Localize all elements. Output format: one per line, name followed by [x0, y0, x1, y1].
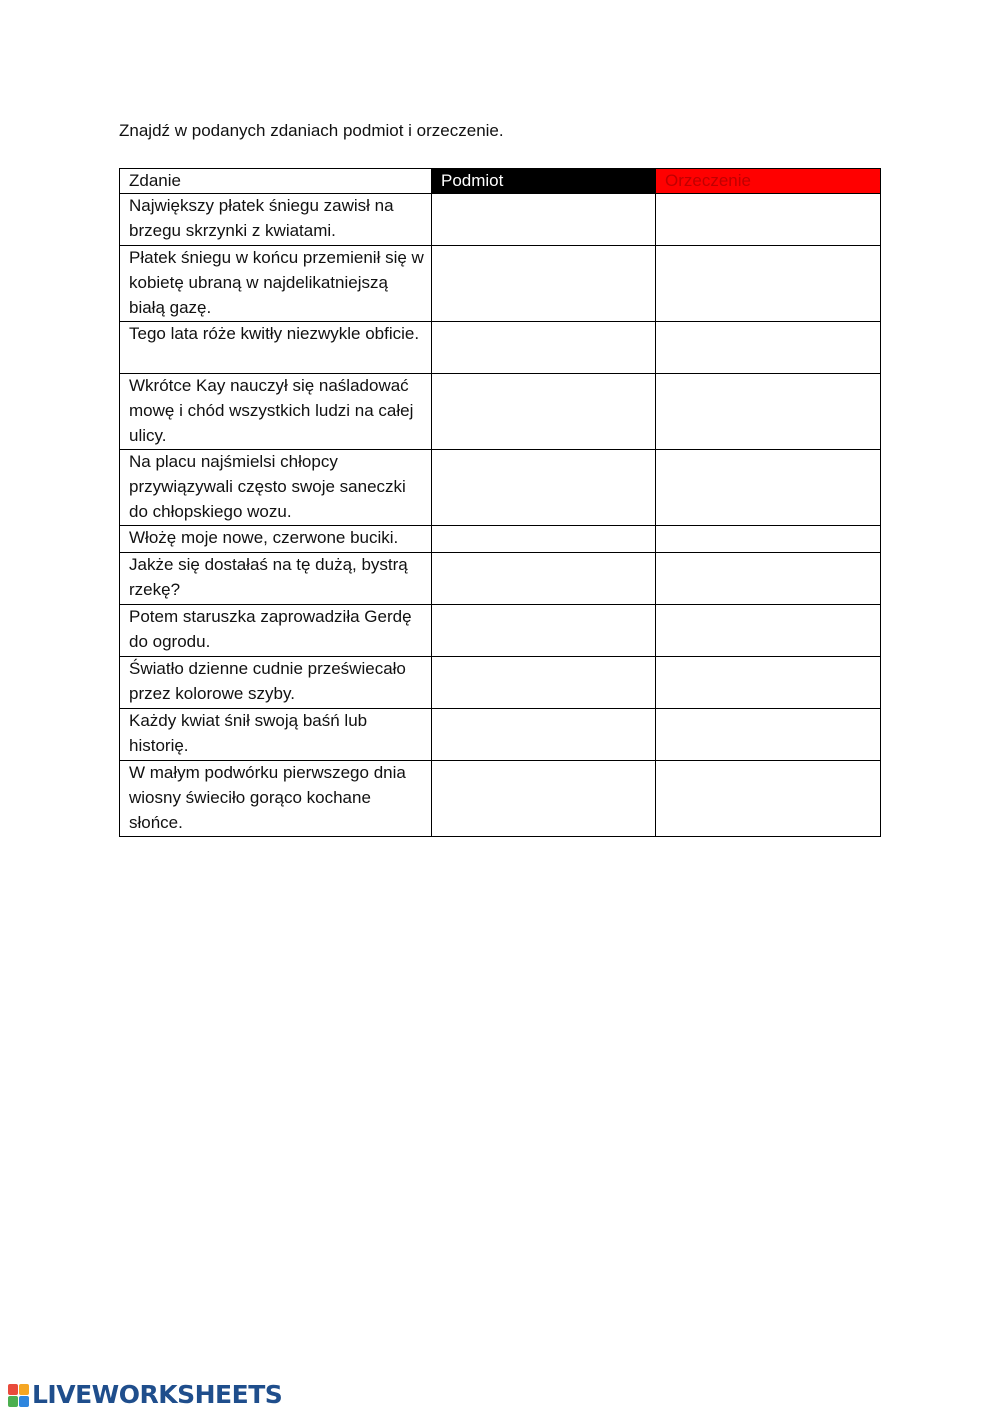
sentence-cell: Na placu najśmielsi chłopcy przywiązywali często swoje saneczki do chłopskiego wozu. [120, 450, 432, 526]
orzeczenie-answer-cell[interactable] [656, 657, 881, 709]
sentence-cell: Światło dzienne cudnie przeświecało przez kolorowe szyby. [120, 657, 432, 709]
table-row [120, 526, 881, 553]
header-zdanie: Zdanie [120, 169, 432, 194]
table-row [120, 450, 881, 526]
podmiot-answer-cell[interactable] [432, 374, 656, 450]
liveworksheets-logo-icon [8, 1384, 29, 1407]
orzeczenie-answer-cell[interactable] [656, 246, 881, 322]
orzeczenie-answer-cell[interactable] [656, 709, 881, 761]
orzeczenie-answer-cell[interactable] [656, 761, 881, 837]
podmiot-answer-cell[interactable] [432, 322, 656, 374]
podmiot-answer-cell[interactable] [432, 194, 656, 246]
table-row [120, 374, 881, 450]
logo-text: LIVEWORKSHEETS [32, 1380, 283, 1409]
table-row [120, 657, 881, 709]
sentence-cell: Potem staruszka zaprowadziła Gerdę do ogrodu. [120, 605, 432, 657]
sentence-cell: Jakże się dostałaś na tę dużą, bystrą rzekę? [120, 553, 432, 605]
sentence-cell: W małym podwórku pierwszego dnia wiosny świeciło gorąco kochane słońce. [120, 761, 432, 837]
table-row [120, 322, 881, 374]
orzeczenie-answer-cell[interactable] [656, 374, 881, 450]
podmiot-answer-cell[interactable] [432, 553, 656, 605]
sentence-cell: Płatek śniegu w końcu przemienił się w kobietę ubraną w najdelikatniejszą białą gazę. [120, 246, 432, 322]
orzeczenie-answer-cell[interactable] [656, 526, 881, 553]
liveworksheets-logo [8, 1380, 282, 1410]
orzeczenie-answer-cell[interactable] [656, 450, 881, 526]
podmiot-answer-cell[interactable] [432, 246, 656, 322]
orzeczenie-answer-cell[interactable] [656, 605, 881, 657]
table-body [120, 194, 881, 837]
table-row [120, 761, 881, 837]
podmiot-answer-cell[interactable] [432, 709, 656, 761]
table-header-row [120, 169, 881, 194]
table-row [120, 194, 881, 246]
sentence-cell: Wkrótce Kay nauczył się naśladować mowę i chód wszystkich ludzi na całej ulicy. [120, 374, 432, 450]
sentence-cell: Każdy kwiat śnił swoją baśń lub historię. [120, 709, 432, 761]
orzeczenie-answer-cell[interactable] [656, 322, 881, 374]
table-row [120, 605, 881, 657]
podmiot-answer-cell[interactable] [432, 605, 656, 657]
sentence-cell: Włożę moje nowe, czerwone buciki. [120, 526, 432, 553]
podmiot-answer-cell[interactable] [432, 657, 656, 709]
table-row [120, 246, 881, 322]
instruction-text: Znajdź w podanych zdaniach podmiot i orzeczenie. [119, 121, 504, 140]
orzeczenie-answer-cell[interactable] [656, 553, 881, 605]
orzeczenie-answer-cell[interactable] [656, 194, 881, 246]
podmiot-answer-cell[interactable] [432, 761, 656, 837]
sentence-cell: Tego lata róże kwitły niezwykle obficie. [120, 322, 432, 374]
podmiot-answer-cell[interactable] [432, 450, 656, 526]
worksheet-table [119, 168, 881, 837]
sentence-cell: Największy płatek śniegu zawisł na brzegu skrzynki z kwiatami. [120, 194, 432, 246]
podmiot-answer-cell[interactable] [432, 526, 656, 553]
table-row [120, 553, 881, 605]
header-orzeczenie: Orzeczenie [656, 169, 881, 194]
table-row [120, 709, 881, 761]
header-podmiot: Podmiot [432, 169, 656, 194]
